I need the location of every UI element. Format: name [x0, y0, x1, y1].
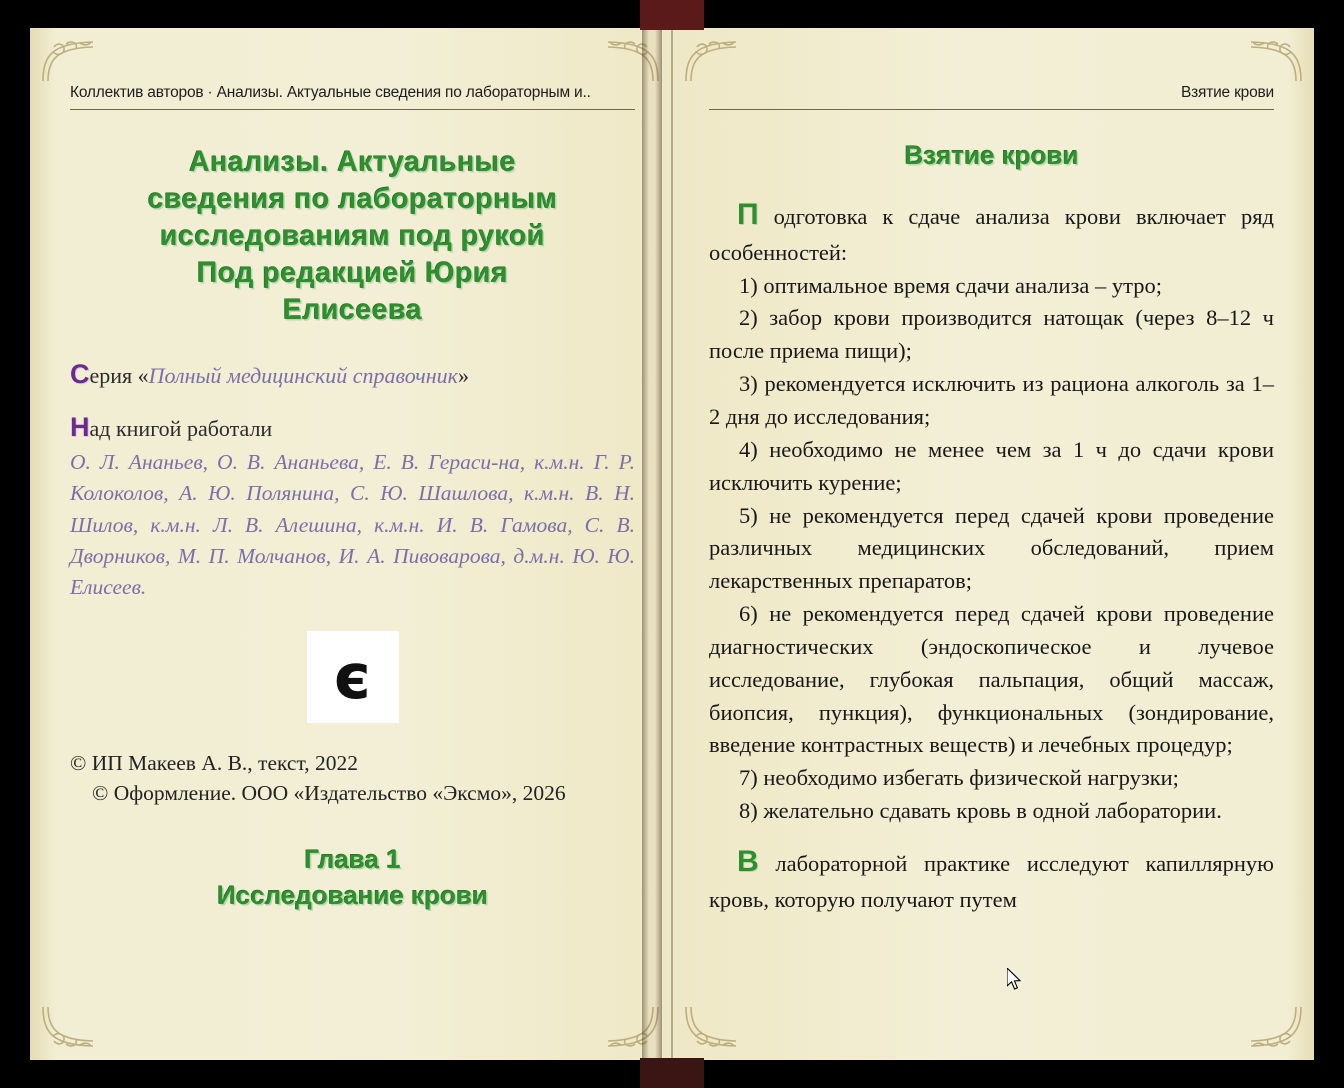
contributors-dropcap: Н: [70, 412, 90, 443]
list-item: 5) не рекомендуется перед сдачей крови проведение различных медицинских обследований, прием лекарственных препаратов;: [709, 502, 1274, 594]
paragraph-spacer: [709, 828, 1274, 840]
book-title-line-3: исследованиям под рукой: [159, 220, 546, 253]
left-page-content: [70, 84, 635, 1020]
copyright-line-2: © Оформление. ООО «Издательство «Эксмо», 2026: [92, 780, 566, 805]
section-title: Взятие крови: [904, 140, 1079, 170]
book-title: [70, 144, 635, 329]
right-page[interactable]: [672, 28, 1314, 1060]
chapter-heading: [70, 842, 635, 912]
list-item: 1) оптимальное время сдачи анализа – утро;: [739, 272, 1163, 298]
copyright-block: [70, 749, 635, 808]
list-item: 2) забор крови производится натощак (через 8–12 ч после приема пищи);: [709, 305, 1274, 364]
book-spread: [30, 28, 1314, 1060]
contributors-heading-text: ад книгой работали: [89, 416, 273, 442]
final-paragraph: [709, 840, 1274, 917]
book-title-line-4: Под редакцией Юрия: [196, 257, 509, 290]
series-name: Полный медицинский справочник: [148, 363, 458, 389]
ornament-corner-icon: [605, 38, 661, 84]
intro-dropcap: П: [737, 198, 759, 231]
contributors-list: О. Л. Ананьев, О. В. Ананьева, Е. В. Гераси-на, к.м.н. Г. Р. Колоколов, А. Ю. Полянина, С. Ю. Шашлова, к.м.н. В. Н. Шилов, к.м.н. Л. В. Алешина, к.м.н. И. В. Гамова, С. В. Дворников, М. П. Молчанов, И. А. Пивоварова, д.м.н. Ю. Ю. Елисеев.: [70, 450, 635, 599]
list-item: 6) не рекомендуется перед сдачей крови проведение диагностических (эндоскопическое и лучевое исследование, глубокая пальпация, общий массаж, биопсия, пункция), функциональных (зондирование, введение контрастных веществ) и лечебных процедур;: [709, 601, 1274, 758]
eksmo-logo-icon: э: [334, 640, 371, 714]
chapter-number: Глава 1: [304, 844, 401, 875]
ornament-corner-icon: [683, 38, 739, 84]
book-title-line-5: Елисеева: [282, 294, 423, 327]
chapter-title: Исследование крови: [217, 879, 488, 910]
series-quote-close: »: [457, 363, 469, 389]
left-page[interactable]: [30, 28, 672, 1060]
series-label: ерия «: [89, 363, 149, 389]
intro-paragraph: [709, 193, 1274, 270]
book-spine-top: [640, 0, 704, 30]
ornament-corner-icon: [40, 38, 96, 84]
list-item: 8) желательно сдавать кровь в одной лаборатории.: [739, 798, 1222, 824]
intro-text: одготовка к сдаче анализа крови включает ряд особенностей:: [709, 204, 1274, 265]
list-item: 4) необходимо не менее чем за 1 ч до сдачи крови исключить курение;: [709, 436, 1274, 495]
list-item: 7) необходимо избегать физической нагрузки;: [739, 765, 1179, 791]
right-page-content: [709, 84, 1274, 1020]
body-text: [709, 193, 1274, 917]
contributors-heading: [70, 412, 635, 443]
book-title-line-1: Анализы. Актуальные: [189, 146, 516, 178]
final-dropcap: В: [737, 844, 759, 878]
book-spine-bottom: [640, 1058, 704, 1088]
series-dropcap: С: [70, 359, 90, 390]
final-text: лабораторной практике исследуют капиллярную кровь, которую получают путем: [709, 850, 1274, 912]
running-head-right: Взятие крови: [709, 84, 1274, 110]
list-item: 3) рекомендуется исключить из рациона алкоголь за 1–2 дня до исследования;: [709, 371, 1274, 430]
book-title-line-2: сведения по лабораторным: [147, 183, 558, 216]
publisher-logo: [307, 631, 399, 723]
series-line: [70, 359, 635, 390]
copyright-line-1: © ИП Макеев А. В., текст, 2022: [70, 751, 358, 776]
ornament-corner-icon: [1248, 38, 1304, 84]
running-head-left: Коллектив авторов · Анализы. Актуальные сведения по лабораторным и..: [70, 84, 635, 110]
